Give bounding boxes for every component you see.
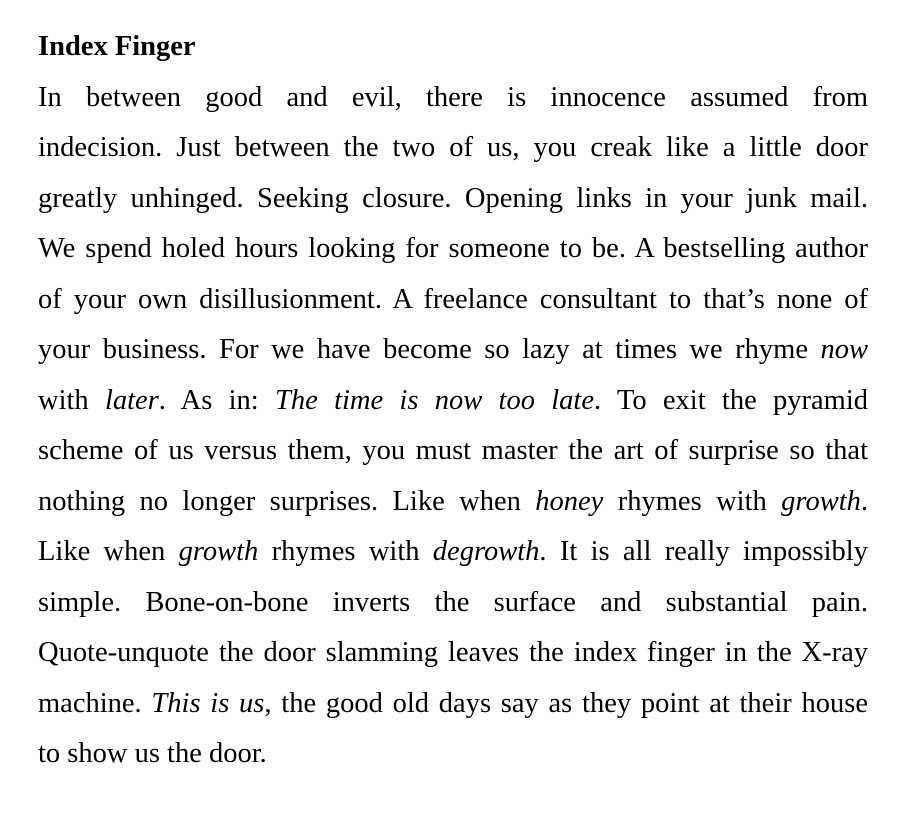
text-run: to show us the door. [38,738,267,769]
italic-run: degrowth [432,536,540,567]
text-line [38,73,868,124]
text-run: nothing no longer surprises. Like when [38,485,536,517]
text-run: greatly unhinged. Seeking closure. Opening links in your junk mail. [38,182,868,214]
italic-run: honey [535,485,604,517]
poem-title: Index Finger [38,31,196,62]
text-run: indecision. Just between the two of us, you creak like a little door [38,132,868,163]
text-run: of your own disillusionment. A freelance consultant to that’s none of [38,283,868,315]
italic-run: This is us [151,687,265,719]
text-run: In between good and evil, there is innocence assumed from [38,81,868,113]
text-line [38,376,868,427]
text-line [38,578,868,629]
italic-run: growth [781,485,861,517]
text-run: . It is all really impossibly [539,536,868,567]
text-run: simple. Bone-on-bone inverts the surface and substantial pain. [38,586,868,618]
text-run: Like when [38,536,179,567]
text-run: . [860,485,868,517]
text-line [38,527,868,578]
text-line [38,477,868,528]
text-line [38,729,868,780]
text-run: scheme of us versus them, you must master the art of surprise so that [38,435,868,466]
text-run: rhymes with [258,536,433,567]
italic-run: later [104,384,159,416]
text-line [38,224,868,275]
text-line [38,679,868,730]
italic-run: now [820,334,868,365]
text-run: rhymes with [603,485,782,517]
text-run: machine. [38,687,152,719]
poem-body [38,73,868,780]
italic-run: The time is now too late [275,384,594,416]
text-run: We spend holed hours looking for someone to be. A bestselling author [38,233,868,264]
text-line [38,426,868,477]
text-line [38,275,868,326]
text-run: with [38,384,105,416]
text-line [38,174,868,225]
text-run: , the good old days say as they point at their house [264,687,868,719]
text-line [38,325,868,376]
text-run: . To exit the pyramid [594,384,868,416]
text-line [38,628,868,679]
italic-run: growth [178,536,259,567]
text-run: your business. For we have become so lazy at times we rhyme [38,334,821,365]
text-line [38,123,868,174]
text-run: Quote-unquote the door slamming leaves the index finger in the X-ray [38,637,868,668]
text-run: . As in: [158,384,276,416]
